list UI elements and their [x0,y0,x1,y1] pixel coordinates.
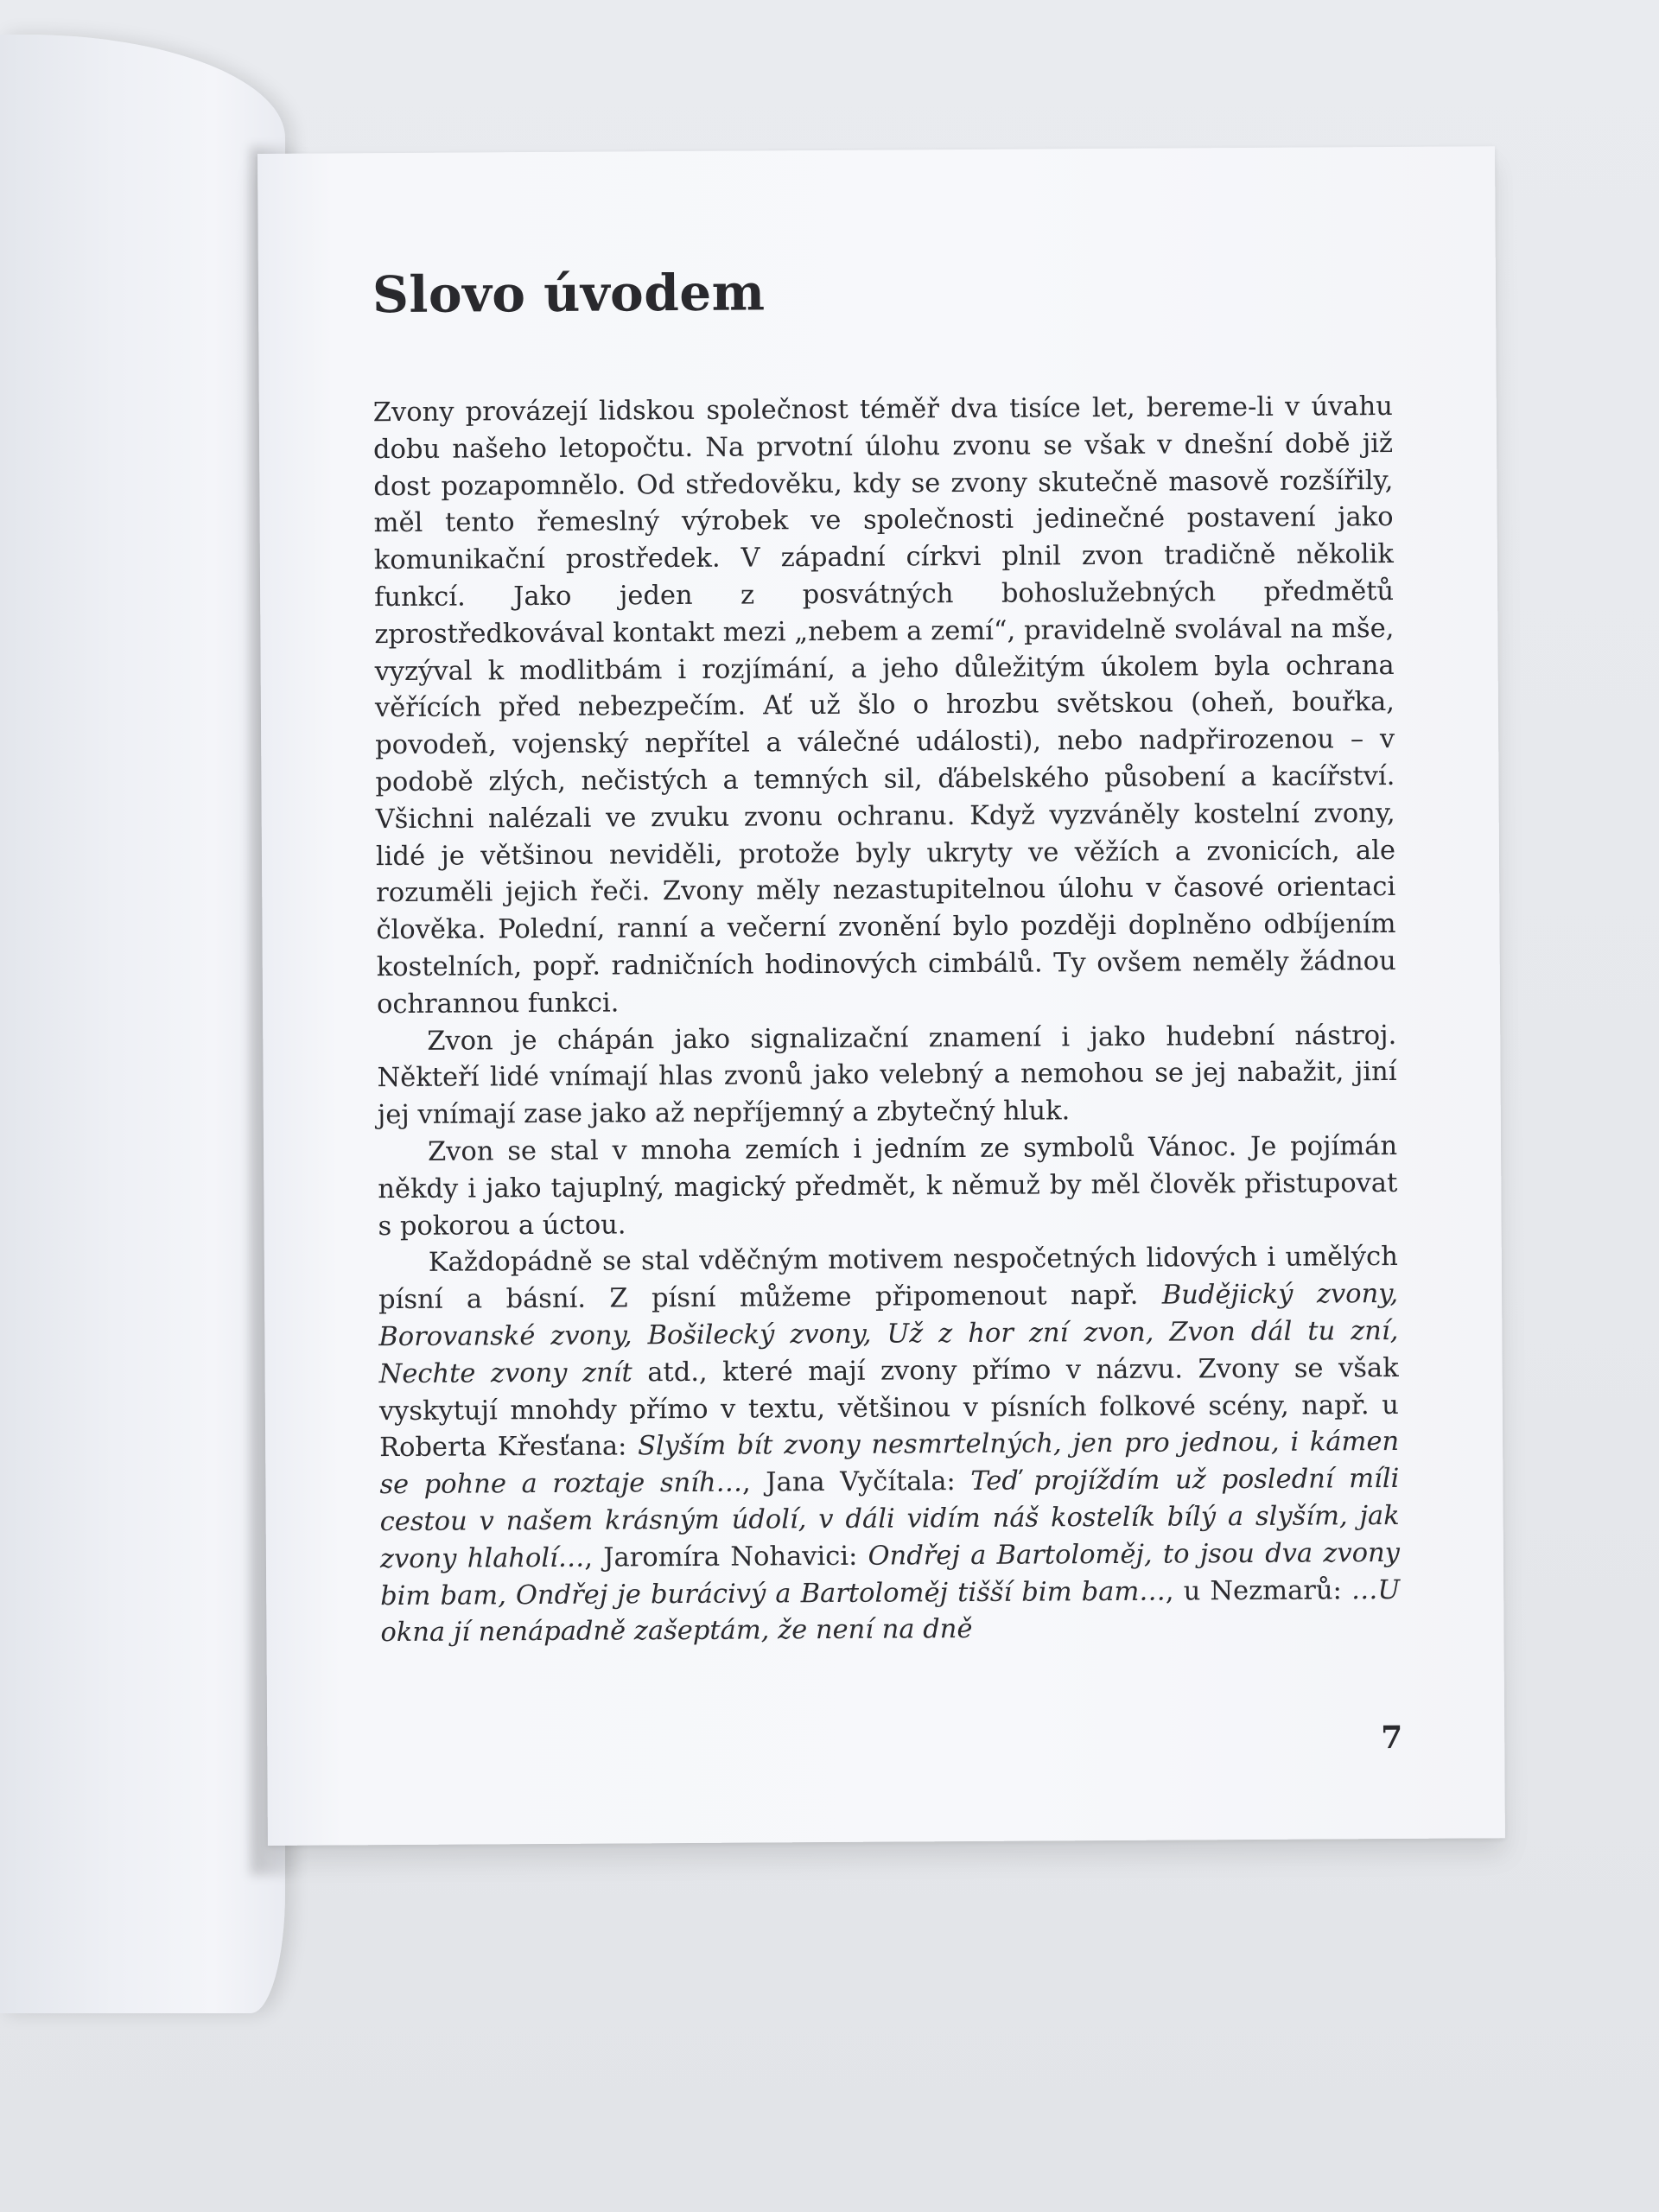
page-title: Slovo úvodem [372,263,766,325]
italic-quote: Slyším bít zvony nesmrtelných, jen pro jednou, i kámen se pohne a roztaje sníh… [379,1427,1400,1501]
italic-quote: …U okna jí nenápadně zašeptám, že není na dně [380,1574,1401,1649]
left-page [0,35,285,2013]
text-run: , Jana Vyčítala: [741,1466,971,1498]
text-run: Zvon je chápán jako signalizační znamení i jako hudební nástroj. Někteří lidé vnímají hlas zvonů jako velebný a nemohou se jej nabažit, jiní jej vnímají zase jako až nepříjemný a zbytečný hluk. [377,1020,1397,1131]
paragraph [378,1128,1398,1246]
right-page [257,146,1505,1846]
body-text [373,389,1401,1652]
text-run: Každopádně se stal vděčným motivem nespočetných lidových i umělých písní a básní. Z písní můžeme připomenout např. [378,1242,1398,1316]
italic-quote: Budějický zvony, Borovanské zvony, Bošilecký zvony, Už z hor zní zvon, Zvon dál tu zní, Nechte zvony znít [378,1279,1399,1389]
text-run: , Jaromíra Nohavici: [584,1541,868,1573]
text-run: Zvon se stal v mnoha zemích i jedním ze symbolů Vánoc. Je pojímán někdy i jako tajuplný, magický předmět, k němuž by měl člověk přistupovat s pokorou a úctou. [378,1130,1398,1242]
text-run: Zvony provázejí lidskou společnost téměř dva tisíce let, bereme-li v úvahu dobu našeho letopočtu. Na prvotní úlohu zvonu se však v dnešní době již dost pozapomnělo. Od středověku, kdy se zvony skutečně masově rozšířily, měl tento řemeslný výrobek ve společnosti jedinečné postavení jako komunikační prostředek. V západní církvi plnil zvon tradičně několik funkcí. Jako jeden z posvátných bohoslužebných předmětů zprostředkovával kontakt mezi „nebem a zemí“, pravidelně svolával na mše, vyzýval k modlitbám i rozjímání, a jeho důležitým úkolem byla ochrana věřících před nebezpečím. Ať už šlo o hrozbu světskou (oheň, bouřka, povodeň, vojenský nepřítel a válečné události), nebo nadpřirozenou – v podobě zlých, nečistých a temných sil, ďábelského působení a kacířství. Všichni nalézali ve zvuku zvonu ochranu. Když vyzváněly kostelní zvony, lidé je většinou neviděli, protože byly ukryty ve věžích a zvonicích, ale rozuměli jejich řeči. Zvony měly nezastupitelnou úlohu v časové orientaci člověka. Polední, ranní a večerní zvonění bylo později doplněno odbíjením kostelních, popř. radničních hodinových cimbálů. Ty ovšem neměly žádnou ochrannou funkci. [372,391,1396,1020]
paragraph [377,1018,1397,1135]
text-run: atd., které mají zvony přímo v názvu. Zvony se však vyskytují mnohdy přímo v textu, většinou v písních folkové scény, např. u Roberta Křesťana: [378,1352,1399,1464]
paragraph [373,389,1396,1024]
page-number: 7 [1381,1719,1403,1757]
italic-quote: Ondřej a Bartoloměj, to jsou dva zvony bim bam, Ondřej je burácivý a Bartoloměj tišší bim bam… [380,1537,1401,1611]
page-content [372,259,1401,1652]
paragraph [378,1239,1401,1652]
italic-quote: Teď projíždím už poslední míli cestou v našem krásným údolí, v dáli vidím náš kostelík bílý a slyším, jak zvony hlaholí… [379,1464,1400,1574]
text-run: , u Nezmarů: [1165,1574,1352,1607]
